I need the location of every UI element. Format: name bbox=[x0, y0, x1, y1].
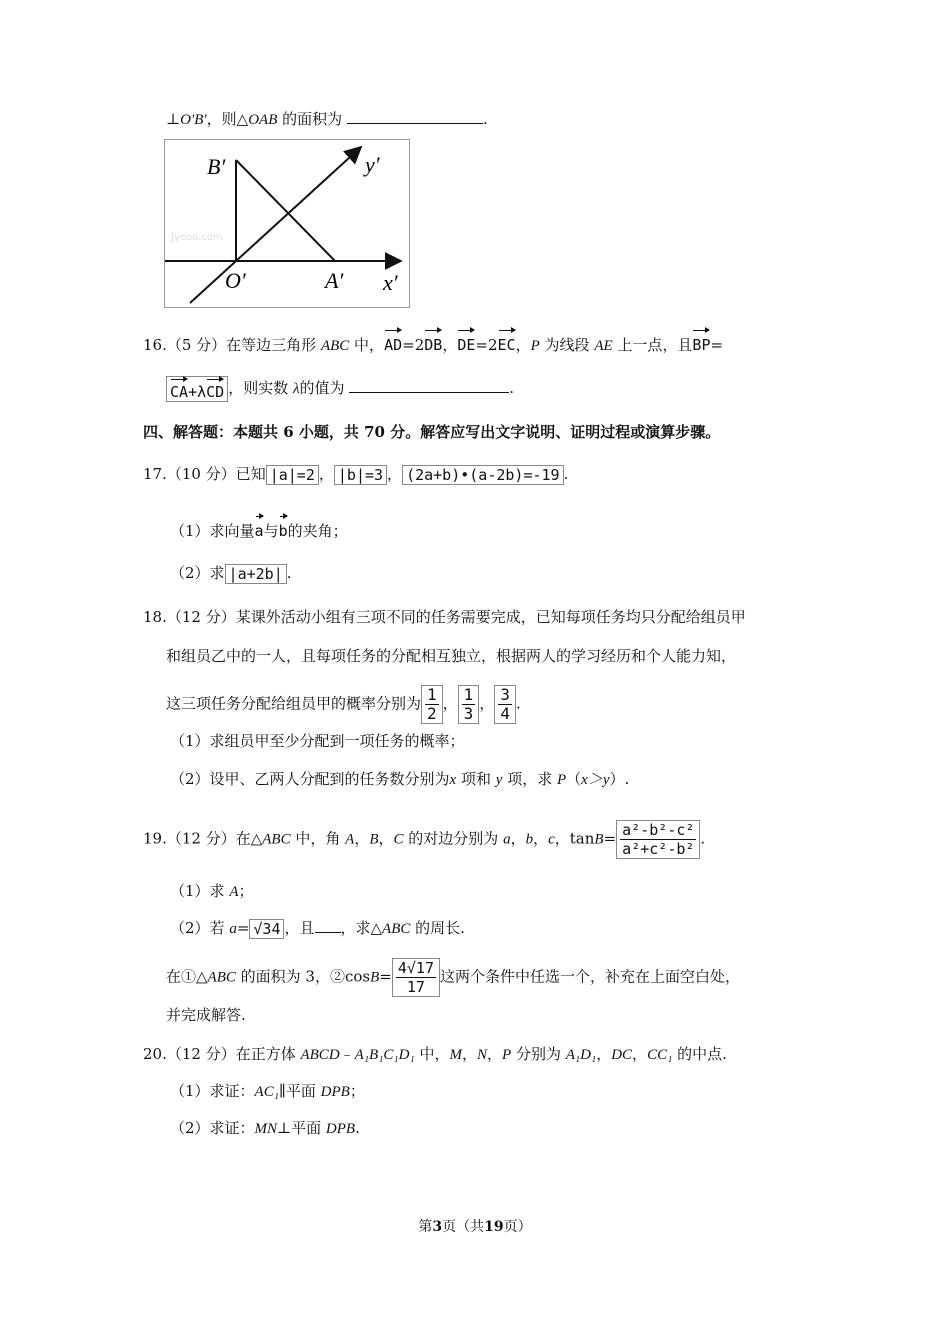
watermark: Jyeoo.com bbox=[171, 232, 223, 243]
vec-bp: BP bbox=[692, 328, 710, 356]
prob-frac-2: $\frac{1}{3}$ bbox=[458, 685, 480, 724]
label-o: O′ bbox=[225, 268, 246, 293]
page-footer: 第3页（共19页） bbox=[418, 1219, 532, 1235]
prob-frac-3: $\frac{3}{4}$ bbox=[494, 685, 516, 724]
q16-line1: 16.（5 分）在等边三角形 ABC 中，AD=2DB，DE=2EC，P 为线段 AE 上一点，且BP= bbox=[143, 328, 723, 357]
vec-de: DE bbox=[457, 328, 475, 356]
norm-a-box: |a|=2 bbox=[266, 465, 319, 485]
norm-b-box: |b|=3 bbox=[334, 465, 387, 485]
q19-condition-blank[interactable] bbox=[315, 918, 341, 933]
q15-answer-blank[interactable] bbox=[347, 109, 483, 124]
label-y: y′ bbox=[365, 152, 380, 177]
q16-line2: CA+λCD ，则实数 λ的值为 . bbox=[166, 376, 514, 402]
vec-a: a bbox=[255, 514, 264, 542]
q17-part1: （1）求向量a与b的夹角； bbox=[170, 514, 348, 542]
q19-stem: 19.（12 分）在△ABC 中，角 A，B，C 的对边分别为 a，b，c，tanB= $\frac{\text{a²-b²-c²}}{\text{a²+c²-b²}}$ . bbox=[143, 821, 706, 858]
label-b: B′ bbox=[207, 154, 226, 179]
vec-ec: EC bbox=[498, 328, 516, 356]
q20-stem: 20.（12 分）在正方体 ABCD﹣A₁B₁C₁D₁ 中，M，N，P 分别为 A₁D₁，DC，CC₁ 的中点. bbox=[143, 1045, 727, 1063]
vec-db: DB bbox=[424, 328, 442, 356]
prob-frac-1: $\frac{1}{2}$ bbox=[421, 685, 443, 724]
expr-ca-lambda-cd: CA+λCD bbox=[166, 376, 228, 402]
vec-ad: AD bbox=[384, 328, 402, 356]
q18-part1: （1）求组员甲至少分配到一项任务的概率； bbox=[170, 732, 465, 750]
q17-stem: 17.（10 分）已知 |a|=2 ， |b|=3 ， (2a+b)•(a-2b)=-19 . bbox=[143, 465, 569, 484]
q19-part2: （2）若 a= √34 ，且 ，求△ABC 的周长. bbox=[170, 919, 465, 938]
q18-line3: 这三项任务分配给组员甲的概率分别为 $\frac{1}{2}$ ， $\frac{1}{3}$ ， $\frac{3}{4}$ . bbox=[166, 685, 521, 723]
figure-svg bbox=[165, 140, 409, 307]
q17-part2: （2）求 |a+2b| . bbox=[170, 564, 292, 583]
sqrt34-box: √34 bbox=[249, 919, 284, 939]
vec-b: b bbox=[279, 514, 288, 542]
q20-part1: （1）求证：AC₁∥平面 DPB； bbox=[170, 1082, 365, 1100]
section-4-heading: 四、解答题：本题共 6 小题，共 70 分。解答应写出文字说明、证明过程或演算步骤。 bbox=[143, 423, 721, 441]
label-a: A′ bbox=[325, 268, 344, 293]
current-page: 3 bbox=[432, 1219, 443, 1235]
label-x: x′ bbox=[383, 270, 398, 295]
q16-answer-blank[interactable] bbox=[349, 378, 509, 393]
q18-line1: 18.（12 分）某课外活动小组有三项不同的任务需要完成，已知每项任务均只分配给组员甲 bbox=[143, 608, 746, 626]
q18-line2: 和组员乙中的一人，且每项任务的分配相互独立，根据两人的学习经历和个人能力知， bbox=[166, 647, 737, 665]
norm-a-plus-2b-box: |a+2b| bbox=[225, 564, 287, 584]
q18-part2: （2）设甲、乙两人分配到的任务数分别为x 项和 y 项，求 P（x＞y）. bbox=[170, 770, 630, 788]
q19-conditions-line2: 并完成解答. bbox=[166, 1006, 246, 1024]
q20-part2: （2）求证：MN⊥平面 DPB. bbox=[170, 1119, 360, 1137]
cosb-fraction: $\frac{4√17}{17}$ bbox=[392, 958, 440, 997]
segment-ba bbox=[236, 160, 335, 261]
dot-product-box: (2a+b)•(a-2b)=-19 bbox=[402, 465, 564, 485]
q19-conditions: 在①△ABC 的面积为 3，②cosB= $\frac{4√17}{17}$ 这两个条件中任选一个，补充在上面空白处， bbox=[166, 959, 740, 996]
tanb-fraction: $\frac{\text{a²-b²-c²}}{\text{a²+c²-b²}}$ bbox=[616, 820, 700, 859]
q15-tail: ⊥O′B′，则△OAB 的面积为 . bbox=[166, 110, 488, 128]
q19-part1: （1）求 A； bbox=[170, 882, 254, 900]
oblique-axes-figure bbox=[164, 139, 410, 308]
total-pages: 19 bbox=[484, 1219, 504, 1235]
